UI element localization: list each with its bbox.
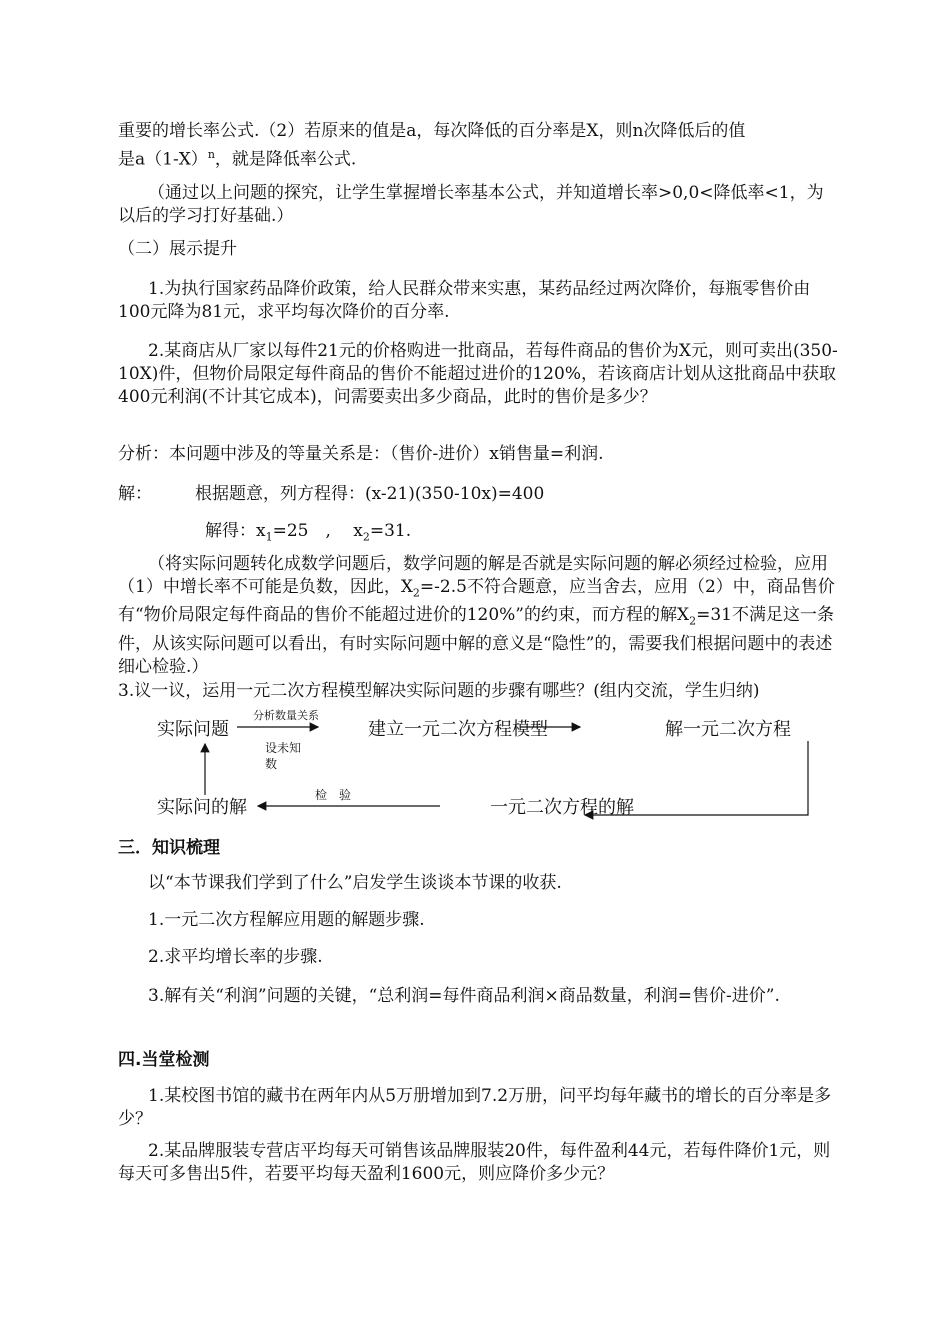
section-2-heading: （二）展示提升 — [118, 239, 237, 259]
intro-note: （通过以上问题的探究，让学生掌握增长率基本公式，并知道增长率>0,0<降低率<1，为以后的学习打好基础.） — [118, 183, 824, 226]
intro-line-1: 重要的增长率公式.（2）若原来的值是a，每次降低的百分率是X，则n次降低后的值 — [118, 121, 746, 141]
section-4-heading: 四.当堂检测 — [118, 1050, 210, 1070]
roots-text-a: 解得：x — [205, 521, 266, 541]
roots-text-b: =25 , x — [272, 521, 363, 541]
check-note-sub: 2 — [412, 586, 420, 600]
summary-point-2: 2.求平均增长率的步骤. — [148, 947, 323, 967]
summary-point-3: 3.解有关“利润”问题的关键，“总利润=每件商品利润×商品数量，利润=售价-进价”. — [148, 986, 780, 1006]
exercise-1: 1.某校图书馆的藏书在两年内从5万册增加到7.2万册，问平均每年藏书的增长的百分率是多少？ — [118, 1086, 832, 1129]
summary-point-1: 1.一元二次方程解应用题的解题步骤. — [148, 910, 425, 930]
solve-label: 解： — [118, 484, 152, 504]
check-note-a: （将实际问题转化成数学问题后，数学问题的解是否就是实际问题的解必须经过检验，应用（1）中增长率不可能是负数，因此，X — [118, 554, 828, 597]
exponent-n: n — [207, 148, 215, 161]
check-note-c: =31不满足这一条件，从该实际问题可以看出，有时实际问题中解的意义是“隐性”的，需要我们根据问题中的表述细心检验.） — [118, 605, 834, 677]
label-set-unknown-1: 设未知 — [265, 741, 302, 755]
check-note-sub2: 2 — [689, 614, 697, 628]
solve-equation: 根据题意，列方程得：(x-21)(350-10x)=400 — [195, 484, 545, 504]
section-3-heading: 三．知识梳理 — [118, 838, 220, 858]
check-note-b: =-2.5不符合题意，应当舍去，应用（2）中，商品售价有“物价局限定每件商品的售价不能超过进价的120%”的约束，而方程的解X — [118, 577, 835, 626]
node-real-problem: 实际问题 — [157, 719, 229, 740]
node-equation-solution: 一元二次方程的解 — [490, 797, 634, 818]
label-analyze-relations: 分析数量关系 — [253, 709, 319, 722]
exercise-2: 2.某品牌服装专营店平均每天可销售该品牌服装20件，每件盈利44元，若每件降价1元，则每天可多售出5件，若要平均每天盈利1600元，则应降价多少元？ — [118, 1141, 831, 1184]
question-3: 3.议一议，运用一元二次方程模型解决实际问题的步骤有哪些？(组内交流，学生归纳) — [118, 681, 760, 701]
intro-line-2b: ，就是降低率公式. — [214, 149, 357, 170]
intro-line-2a: 是a（1-X） — [118, 149, 208, 170]
label-set-unknown-2: 数 — [265, 757, 278, 771]
label-check: 检 验 — [315, 788, 352, 802]
question-1: 1.为执行国家药品降价政策，给人民群众带来实惠，某药品经过两次降价，每瓶零售价由100元降为81元，求平均每次降价的百分率. — [118, 279, 811, 322]
question-2: 2.某商店从厂家以每件21元的价格购进一批商品，若每件商品的售价为X元，则可卖出(350-10X)件，但物价局限定每件商品的售价不能超过进价的120%，若该商店计划从这批商品中获取400元利润(不计其它成本)，问需要卖出多少商品，此时的售价是多少？ — [118, 341, 838, 407]
roots-text-c: =31. — [369, 521, 412, 541]
root-sub-1: 1 — [265, 530, 273, 544]
root-sub-2: 2 — [362, 530, 370, 544]
node-build-model: 建立一元二次方程模型 — [368, 719, 548, 740]
node-real-answer: 实际问的解 — [157, 797, 247, 818]
node-solve-equation: 解一元二次方程 — [665, 719, 791, 740]
analysis-text: 分析：本问题中涉及的等量关系是：（售价-进价）x销售量=利润. — [118, 444, 604, 464]
section-3-intro: 以“本节课我们学到了什么”启发学生谈谈本节课的收获. — [148, 873, 562, 893]
